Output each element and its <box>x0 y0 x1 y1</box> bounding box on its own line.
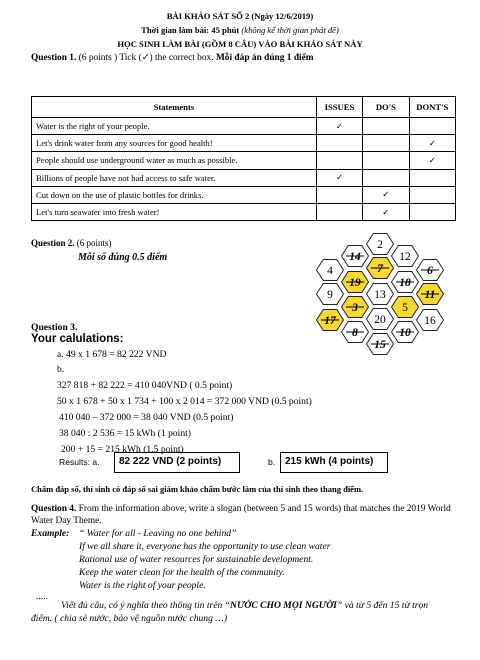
q3-step-1: 327 818 + 82 222 = 410 040VND ( 0.5 point) <box>57 380 233 391</box>
hexagon-number: 13 <box>374 289 386 301</box>
issues-cell[interactable] <box>316 152 362 169</box>
example-line: Water is the right of your people. <box>79 580 206 591</box>
col-donts: DONT'S <box>409 97 455 118</box>
table-row <box>32 203 456 220</box>
col-statements: Statements <box>32 97 317 118</box>
guide-text-after: ” và từ 5 đến 15 từ trọn điểm. ( chia sẻ nước, bảo vệ nguồn nước chung …) <box>31 600 429 624</box>
hexagon-number: 7 <box>377 263 383 275</box>
q1-prompt <box>31 52 314 63</box>
q2-note: Mỗi số đúng 0.5 điểm <box>78 252 168 263</box>
hexagon-number: 11 <box>424 289 436 301</box>
hexagon-number: 14 <box>349 251 361 263</box>
hexagon-number: 15 <box>374 339 386 351</box>
q1-text: (6 points ) Tick (✓) the correct box. <box>78 53 214 63</box>
hexagon-number: 9 <box>327 289 333 301</box>
q1-header-row <box>32 97 456 118</box>
hexagon-number: 2 <box>377 239 383 251</box>
dos-cell[interactable] <box>363 169 409 186</box>
q4-label: Question 4. <box>31 504 77 514</box>
issues-cell[interactable] <box>316 186 362 203</box>
hexagon-number: 12 <box>399 251 411 263</box>
issues-cell[interactable] <box>316 135 362 152</box>
issues-cell[interactable]: ✓ <box>316 169 362 186</box>
issues-cell[interactable]: ✓ <box>316 118 362 135</box>
hexagon-number: 16 <box>424 315 436 327</box>
q3-step-5: 200 + 15 = 215 kWh (1,5 point) <box>61 444 184 455</box>
hexagon-number: 5 <box>402 302 408 314</box>
time-note: (không kể thời gian phát đề) <box>241 25 339 35</box>
statement-cell: Billions of people have not had access to safe water. <box>32 169 317 186</box>
donts-cell[interactable] <box>409 203 455 220</box>
results-b-label: b. <box>268 457 276 467</box>
hexagon-number: 3 <box>352 302 358 314</box>
q1-label: Question 1. <box>31 53 77 63</box>
q3-label: Question 3. <box>31 322 78 333</box>
q2-prompt <box>31 238 112 248</box>
example-line: “ Water for all - Leaving no one behind” <box>79 528 237 539</box>
dos-cell[interactable] <box>363 135 409 152</box>
q4-text: From the information above, write a slogan (between 5 and 15 words) that matches the 2019 World Water Day Theme. <box>31 504 451 526</box>
hexagon-number: 4 <box>327 265 333 277</box>
donts-cell[interactable]: ✓ <box>409 135 455 152</box>
donts-cell[interactable] <box>409 186 455 203</box>
hexagon-number: 6 <box>427 265 433 277</box>
honeycomb-puzzle <box>300 232 460 362</box>
q1-table <box>31 96 456 221</box>
statement-cell: Cut down on the use of plastic bottles for drinks. <box>32 186 317 203</box>
hexagon-number: 8 <box>352 327 358 339</box>
q4-prompt <box>31 503 451 527</box>
hexagon-number: 17 <box>324 315 336 327</box>
result-a-box: 82 222 VND (2 points) <box>114 452 240 473</box>
dots: ..... <box>36 591 48 602</box>
q3-calc-title: Your calulations: <box>31 333 124 345</box>
guide-text-before: Viết đủ câu, có ý nghĩa theo thông tin trên “ <box>61 600 231 611</box>
q3-step-3: 410 040 – 372 000 = 38 040 VND (0.5 point) <box>59 412 234 423</box>
q2-points: (6 points) <box>76 238 112 248</box>
statement-cell: Let's drink water from any sources for good health! <box>32 135 317 152</box>
time-text: Thời gian làm bài: 45 phút <box>141 25 240 35</box>
example-label: Example: <box>31 528 70 539</box>
q1-points-note: Mỗi đáp án đúng 1 điểm <box>215 53 314 63</box>
table-row <box>32 135 456 152</box>
q3-step-4: 38 040 : 2 536 = 15 kWh (1 point) <box>59 428 191 439</box>
donts-cell[interactable] <box>409 169 455 186</box>
example-line: Rational use of water resources for sustainable development. <box>79 554 314 565</box>
q3-answer-a: a. 49 x 1 678 = 82 222 VND <box>57 349 167 360</box>
example-line: If we all share it, everyone has the opportunity to use clean water <box>79 541 331 552</box>
dos-cell[interactable] <box>363 152 409 169</box>
dos-cell[interactable] <box>363 118 409 135</box>
statement-cell: Water is the right of your people. <box>32 118 317 135</box>
donts-cell[interactable] <box>409 118 455 135</box>
exam-title: BÀI KHẢO SÁT SỐ 2 (Ngày 12/6/2019) <box>166 11 314 21</box>
exam-time <box>0 25 480 35</box>
table-row <box>32 152 456 169</box>
col-issues: ISSUES <box>316 97 362 118</box>
dos-cell[interactable]: ✓ <box>363 203 409 220</box>
hexagon-number: 20 <box>374 314 386 326</box>
hexagon-number: 18 <box>399 277 411 289</box>
q3-step-2: 50 x 1 678 + 50 x 1 734 + 100 x 2 014 = 372 000 VND (0.5 point) <box>57 396 312 407</box>
example-line: Keep the water clean for the health of the community. <box>79 567 285 578</box>
statement-cell: Let's turn seawater into fresh water! <box>32 203 317 220</box>
statement-cell: People should use underground water as much as possible. <box>32 152 317 169</box>
col-dos: DO'S <box>363 97 409 118</box>
q2-label: Question 2. <box>31 238 75 248</box>
result-b-box: 215 kWh (4 points) <box>280 452 388 473</box>
hexagon-number: 19 <box>349 277 361 289</box>
donts-cell[interactable]: ✓ <box>409 152 455 169</box>
marking-note: Chấm đáp số, thí sinh có đáp số sai giám khảo chấm bước làm của thí sinh theo thang điểm. <box>31 484 364 494</box>
table-row <box>32 169 456 186</box>
q3-answer-b: b. <box>57 364 65 375</box>
q4-guide <box>31 599 451 625</box>
exam-instruction: HỌC SINH LÀM BÀI (GỒM 8 CÂU) VÀO BÀI KHẢO SÁT NÀY <box>117 39 363 49</box>
guide-text-bold: NƯỚC CHO MỌI NGƯỜI <box>230 600 337 611</box>
dos-cell[interactable]: ✓ <box>363 186 409 203</box>
hexagon-number: 10 <box>399 327 411 339</box>
table-row <box>32 186 456 203</box>
results-a-label: Results: a. <box>59 457 100 467</box>
issues-cell[interactable] <box>316 203 362 220</box>
table-row <box>32 118 456 135</box>
